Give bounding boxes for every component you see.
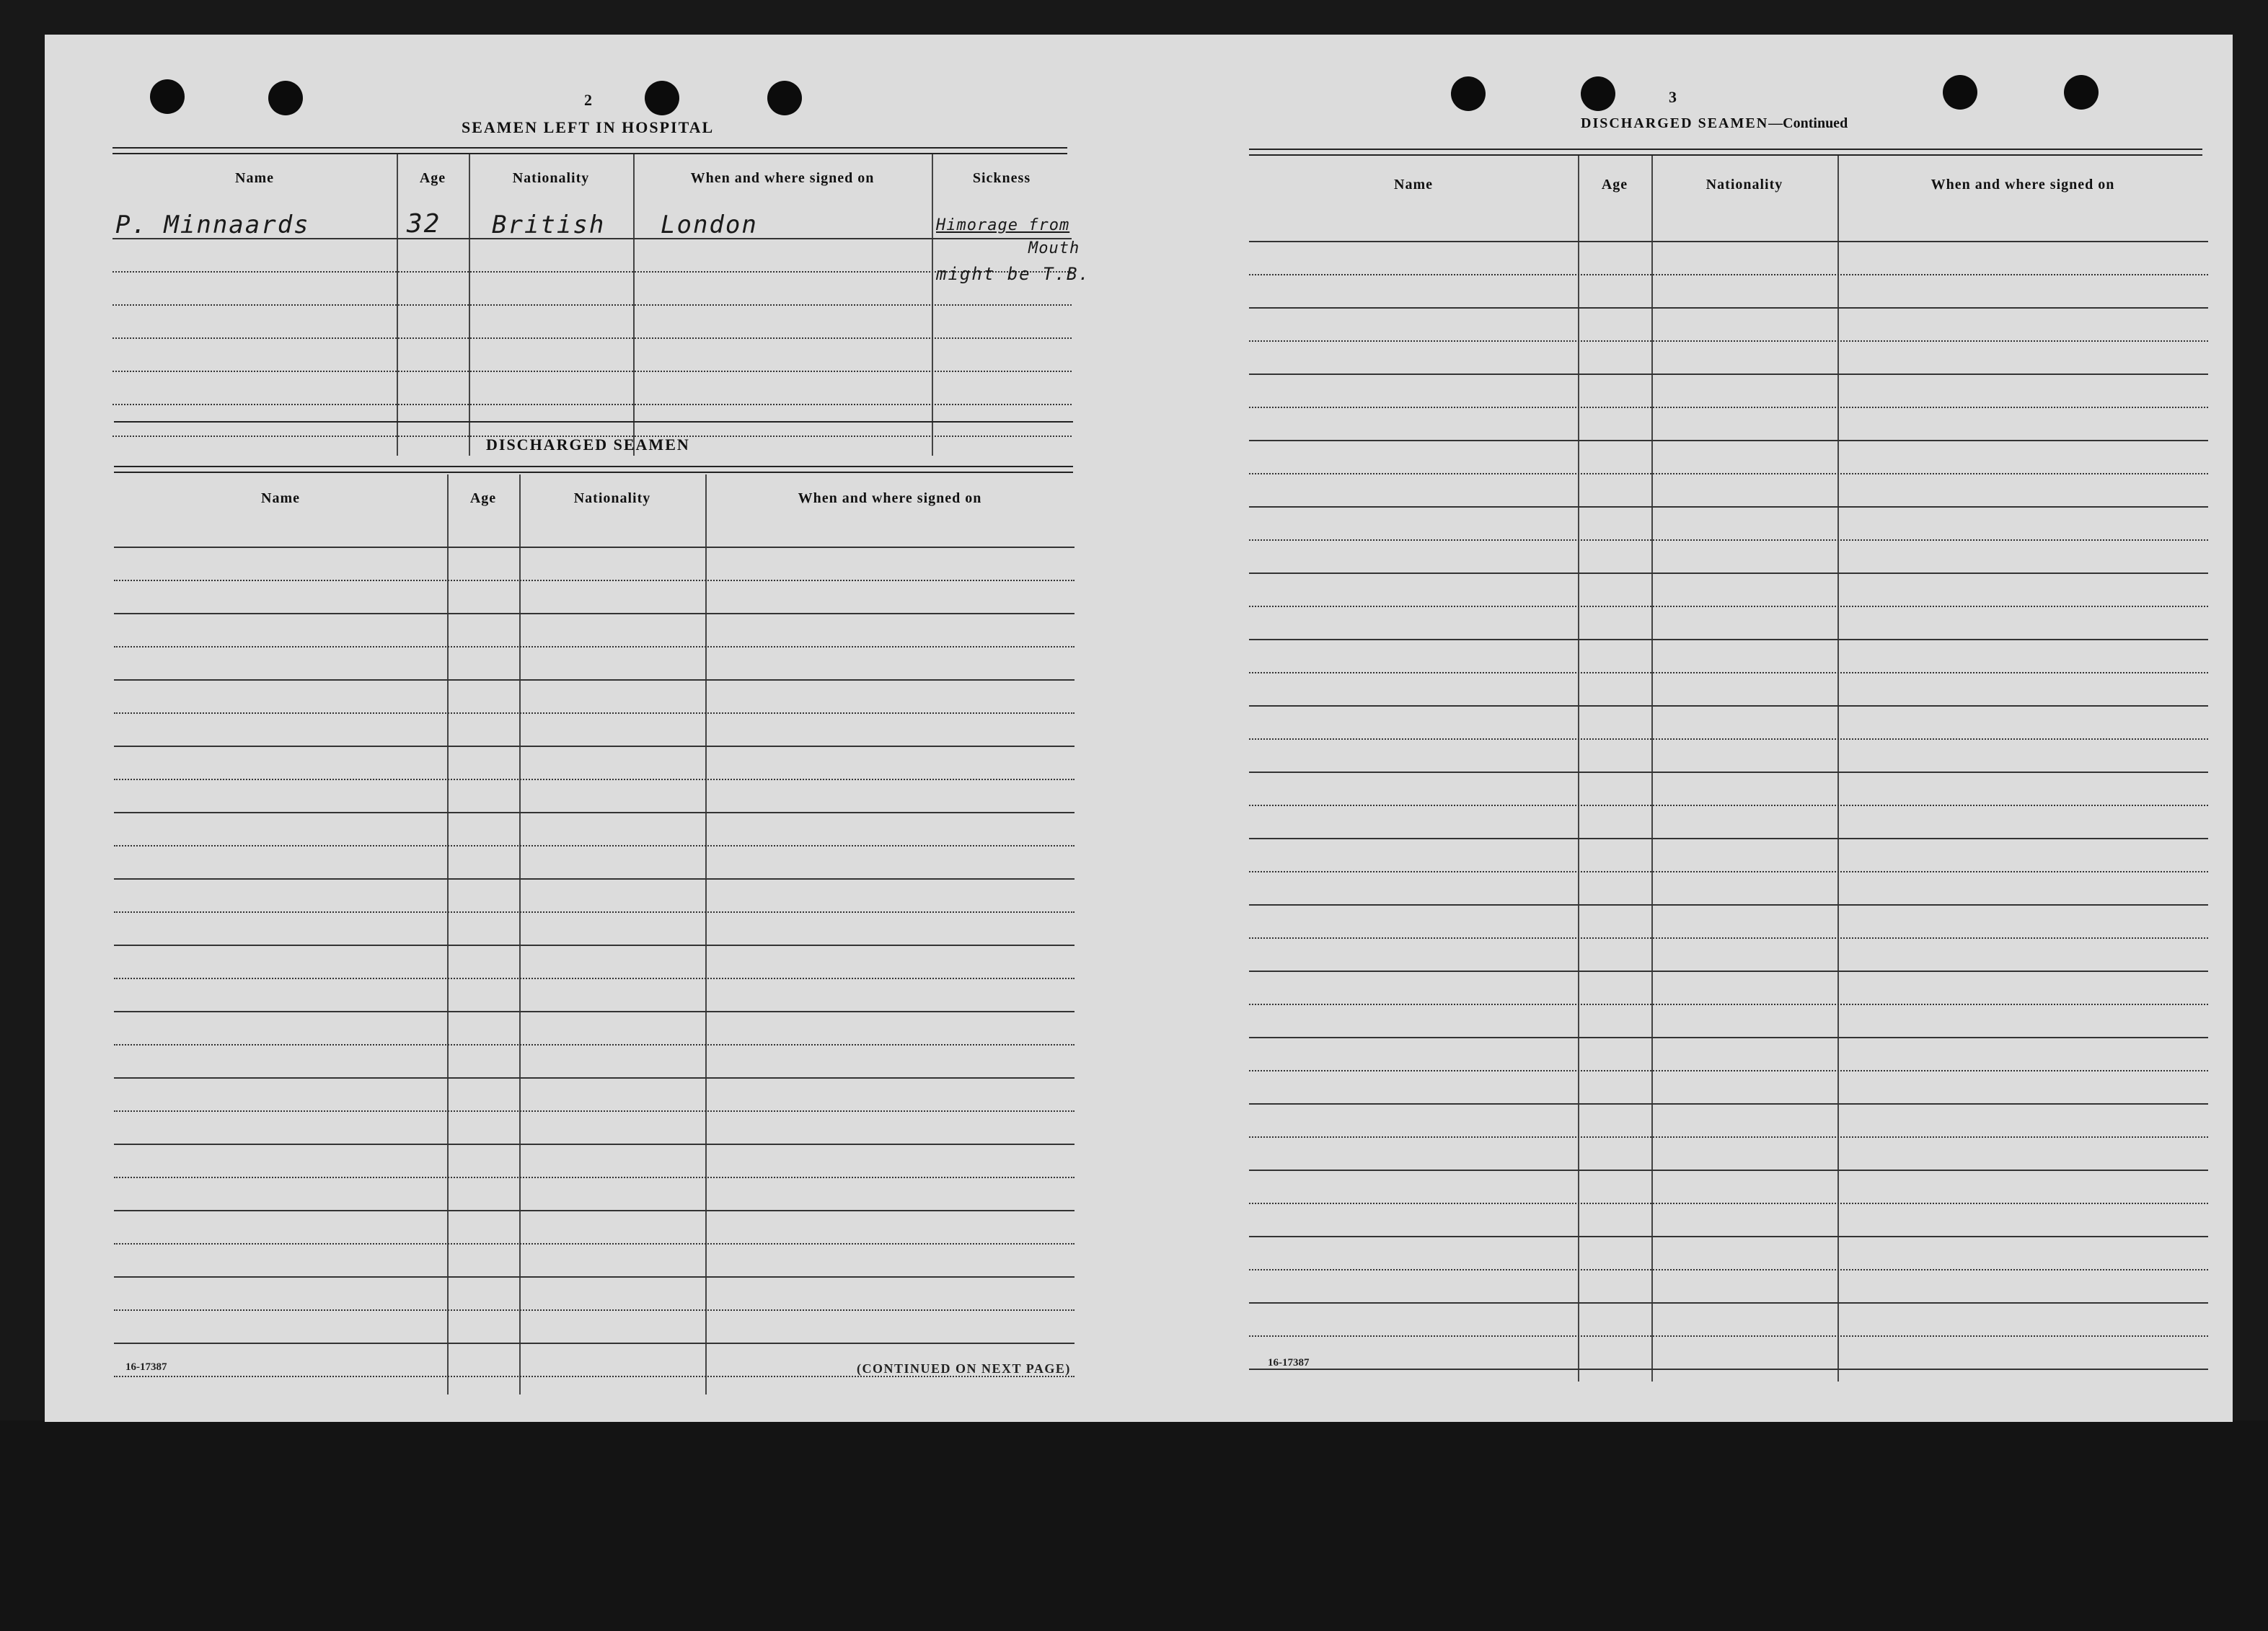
- punch-hole: [268, 81, 303, 115]
- discharged-continued-table: [1249, 156, 2208, 1382]
- row-rule: [1249, 407, 2208, 408]
- row-rule: [1249, 307, 2208, 309]
- row-rule: [114, 1210, 1075, 1211]
- column-divider: [1837, 156, 1839, 1382]
- scan-background: [0, 1420, 2268, 1631]
- col-header-age: Age: [419, 169, 446, 186]
- row-rule: [1249, 1269, 2208, 1270]
- row-rule: [1249, 440, 2208, 441]
- row-rule: [1249, 871, 2208, 872]
- row-rule: [1249, 340, 2208, 342]
- handwritten-name: P. Minnaards: [115, 211, 310, 239]
- header-rule: [1249, 241, 2208, 242]
- row-rule: [114, 1077, 1075, 1079]
- form-code: 16-17387: [125, 1361, 167, 1373]
- row-rule: [114, 911, 1075, 913]
- punch-hole: [1451, 76, 1486, 111]
- row-rule: [1249, 904, 2208, 906]
- row-rule: [1249, 573, 2208, 574]
- col-header-name: Name: [235, 169, 274, 186]
- row-rule: [1249, 838, 2208, 839]
- row-rule: [114, 1343, 1075, 1344]
- row-rule: [112, 337, 1072, 339]
- row-rule: [1249, 606, 2208, 607]
- row-rule: [114, 1309, 1075, 1311]
- right-page: [1134, 35, 2233, 1422]
- page-number: 2: [584, 91, 592, 109]
- punch-hole: [767, 81, 802, 115]
- title-suffix: —Continued: [1768, 115, 1848, 131]
- title-text: DISCHARGED SEAMEN: [1581, 115, 1769, 131]
- col-header-nationality: Nationality: [1706, 176, 1783, 193]
- col-header-name: Name: [1394, 176, 1433, 193]
- row-rule: [1249, 539, 2208, 541]
- col-header-age: Age: [469, 490, 497, 506]
- row-rule: [1249, 1369, 2208, 1370]
- col-header-name: Name: [261, 490, 300, 506]
- col-header-signed-on: When and where signed on: [690, 169, 875, 186]
- col-header-sickness: Sickness: [972, 169, 1031, 186]
- row-rule: [114, 878, 1075, 880]
- row-rule: [114, 1110, 1075, 1112]
- row-rule: [1249, 1037, 2208, 1038]
- row-rule: [1249, 805, 2208, 806]
- row-rule: [1249, 1236, 2208, 1237]
- row-rule: [1249, 1203, 2208, 1204]
- section-rule: [114, 466, 1073, 467]
- row-rule: [1249, 374, 2208, 375]
- hospital-table: [112, 154, 1072, 456]
- punch-hole: [1943, 75, 1977, 110]
- row-rule: [1249, 274, 2208, 275]
- left-page: [45, 35, 1134, 1422]
- form-code: 16-17387: [1268, 1357, 1310, 1369]
- row-rule: [112, 304, 1072, 306]
- row-rule: [1249, 1070, 2208, 1071]
- row-rule: [1249, 1302, 2208, 1304]
- col-header-age: Age: [1601, 176, 1628, 193]
- handwritten-signed-on: London: [661, 211, 758, 239]
- row-rule: [112, 371, 1072, 372]
- row-rule: [114, 1177, 1075, 1178]
- row-rule: [114, 712, 1075, 714]
- discharged-section-title: DISCHARGED SEAMEN: [486, 436, 690, 454]
- row-rule: [114, 812, 1075, 813]
- handwritten-sickness-2: Mouth: [1028, 239, 1080, 257]
- row-rule: [1249, 1103, 2208, 1105]
- handwritten-sickness-3: might be T.B.: [936, 264, 1090, 284]
- row-rule: [114, 978, 1075, 979]
- handwritten-nationality: British: [492, 211, 606, 239]
- row-rule: [112, 404, 1072, 405]
- row-rule: [114, 1276, 1075, 1278]
- handwritten-sickness-1: Himorage from: [936, 216, 1070, 234]
- col-header-nationality: Nationality: [573, 490, 651, 506]
- section-rule: [112, 147, 1067, 149]
- punch-hole: [645, 81, 679, 115]
- row-rule: [112, 271, 1072, 273]
- column-divider: [1578, 156, 1579, 1382]
- col-header-nationality: Nationality: [512, 169, 590, 186]
- row-rule: [114, 613, 1075, 614]
- row-rule: [1249, 1004, 2208, 1005]
- row-rule: [114, 1011, 1075, 1012]
- row-rule: [1249, 473, 2208, 474]
- section-rule: [114, 421, 1073, 423]
- row-rule: [114, 945, 1075, 946]
- punch-hole: [1581, 76, 1615, 111]
- row-rule: [1249, 772, 2208, 773]
- section-rule: [1249, 149, 2202, 150]
- continued-note: (CONTINUED ON NEXT PAGE): [857, 1361, 1071, 1376]
- row-rule: [1249, 971, 2208, 972]
- discharged-table: [114, 474, 1075, 1394]
- col-header-signed-on: When and where signed on: [798, 490, 982, 506]
- row-rule: [114, 646, 1075, 647]
- row-rule: [1249, 1170, 2208, 1171]
- punch-hole: [150, 79, 185, 114]
- discharged-continued-title: [1581, 115, 1848, 132]
- row-rule: [114, 1243, 1075, 1245]
- ledger-sheet: [45, 35, 2233, 1422]
- row-rule: [114, 746, 1075, 747]
- row-rule: [1249, 506, 2208, 508]
- hospital-section-title: SEAMEN LEFT IN HOSPITAL: [462, 118, 715, 136]
- row-rule: [114, 845, 1075, 847]
- row-rule: [114, 779, 1075, 780]
- row-rule: [114, 679, 1075, 681]
- row-rule: [114, 1044, 1075, 1046]
- row-rule: [1249, 738, 2208, 740]
- row-rule: [114, 580, 1075, 581]
- section-rule: [114, 472, 1073, 473]
- row-rule: [1249, 705, 2208, 707]
- row-rule: [1249, 937, 2208, 939]
- row-rule: [114, 1144, 1075, 1145]
- row-rule: [1249, 1136, 2208, 1138]
- row-rule: [1249, 1335, 2208, 1337]
- column-divider: [1651, 156, 1653, 1382]
- handwritten-age: 32: [407, 209, 441, 239]
- header-rule: [114, 547, 1075, 548]
- punch-hole: [2064, 75, 2099, 110]
- row-rule: [1249, 639, 2208, 640]
- row-rule: [1249, 672, 2208, 673]
- page-number: 3: [1669, 88, 1677, 106]
- col-header-signed-on: When and where signed on: [1931, 176, 2115, 193]
